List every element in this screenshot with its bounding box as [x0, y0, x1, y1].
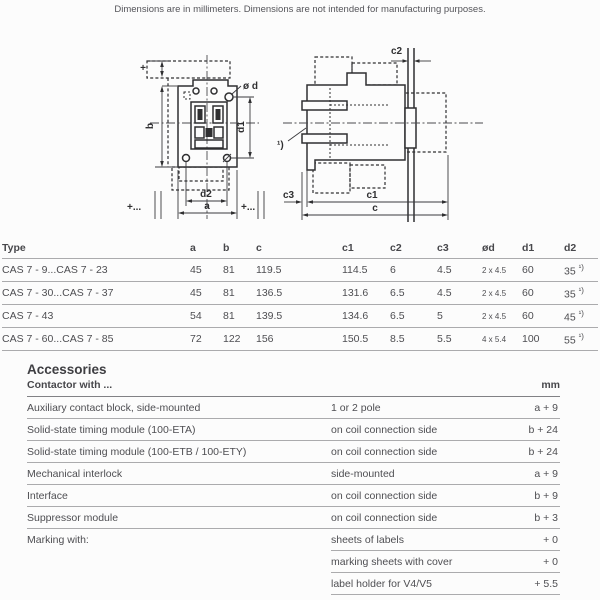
dimension-c1: [307, 190, 448, 204]
table-row: CAS 7 - 43 54 81 139.5 134.6 6.5 5 2 x 4.5 60 45 $^{^1)}$: [2, 305, 598, 328]
dimension-c: [302, 203, 448, 217]
table-row: CAS 7 - 30...CAS 7 - 37 45 81 136.5 131.6 6.5 4.5 2 x 4.5 60 35 $^{^1)}$: [2, 282, 598, 305]
svg-text:b: b: [145, 122, 156, 130]
col-c: c: [256, 238, 342, 259]
accessory-row: Auxiliary contact block, side-mounted 1 or 2 pole a + 9: [27, 397, 560, 419]
col-d1: d1: [522, 238, 564, 259]
accessories-title: Accessories: [27, 362, 107, 377]
svg-text:d2: d2: [200, 189, 212, 200]
accessories-header-row: [27, 379, 560, 397]
accessory-row: Marking with: sheets of labels + 0: [27, 529, 560, 551]
svg-text:c2: c2: [391, 46, 403, 57]
front-view: [127, 55, 264, 219]
accessory-row: label holder for V4/V5 + 5.5: [27, 573, 560, 595]
svg-text:+...: +...: [127, 202, 142, 213]
dimension-c3: [283, 190, 302, 204]
dimension-b: [145, 86, 177, 167]
footnote-marker: ¹): [578, 262, 584, 272]
col-d2: d2: [564, 238, 598, 259]
svg-text:+: +: [140, 63, 146, 74]
svg-text:c3: c3: [283, 190, 295, 201]
accessory-row: Suppressor module on coil connection side b + 3: [27, 507, 560, 529]
accessory-row: Mechanical interlock side-mounted a + 9: [27, 463, 560, 485]
footnote-marker: ¹): [578, 331, 584, 341]
technical-drawing: [0, 0, 600, 240]
dimension-plus-width: [127, 191, 264, 219]
accessory-row: marking sheets with cover + 0: [27, 551, 560, 573]
accessory-row: Solid-state timing module (100-ETA) on coil connection side b + 24: [27, 419, 560, 441]
table-header-row: [2, 238, 598, 259]
col-od: ød: [482, 238, 522, 259]
svg-text:c1: c1: [366, 190, 378, 201]
front-top-accessory-outline: [147, 61, 230, 78]
accessory-row: Interface on coil connection side b + 9: [27, 485, 560, 507]
col-b: b: [223, 238, 256, 259]
footnote-marker: ¹): [578, 285, 584, 295]
contactor-side-body: [307, 73, 405, 170]
dimension-d2: [186, 162, 227, 206]
svg-text:d1: d1: [236, 121, 247, 133]
svg-text:c: c: [372, 203, 378, 214]
od-dimension-label: ø d: [243, 81, 258, 92]
col-c1: c1: [342, 238, 390, 259]
side-view: [277, 46, 483, 222]
svg-text:+...: +...: [241, 202, 256, 213]
table-row: CAS 7 - 60...CAS 7 - 85 72 122 156 150.5 8.5 5.5 4 x 5.4 100 55 $^{^1)}$: [2, 328, 598, 351]
col-c2: c2: [390, 238, 437, 259]
accessories-subtitle: Contactor with ...: [27, 379, 113, 391]
dimensions-table: [2, 238, 598, 351]
table-row: CAS 7 - 9...CAS 7 - 23 45 81 119.5 114.5 6 4.5 2 x 4.5 60 35 $^{^1)}$: [2, 259, 598, 282]
dimension-note: Dimensions are in millimeters. Dimensions are not intended for manufacturing purposes.: [114, 4, 486, 15]
svg-text:a: a: [204, 201, 210, 212]
dimension-plus-height: [140, 61, 171, 77]
accessory-row: Solid-state timing module (100-ETB / 100-ETY) on coil connection side b + 24: [27, 441, 560, 463]
dimension-c2: [391, 46, 431, 63]
front-bottom-accessory-outline: [172, 167, 229, 190]
col-a: a: [190, 238, 223, 259]
side-bottom-accessory-outline: [313, 163, 350, 193]
din-rail-boss: [405, 108, 416, 148]
footnote-marker: ¹): [578, 308, 584, 318]
footnote-marker: ¹): [277, 140, 284, 151]
col-c3: c3: [437, 238, 482, 259]
terminal-shroud: [302, 101, 347, 110]
accessories-section: [27, 362, 560, 595]
unit-header: mm: [541, 379, 560, 391]
col-type: Type: [2, 238, 190, 259]
terminal-shroud: [302, 134, 347, 143]
